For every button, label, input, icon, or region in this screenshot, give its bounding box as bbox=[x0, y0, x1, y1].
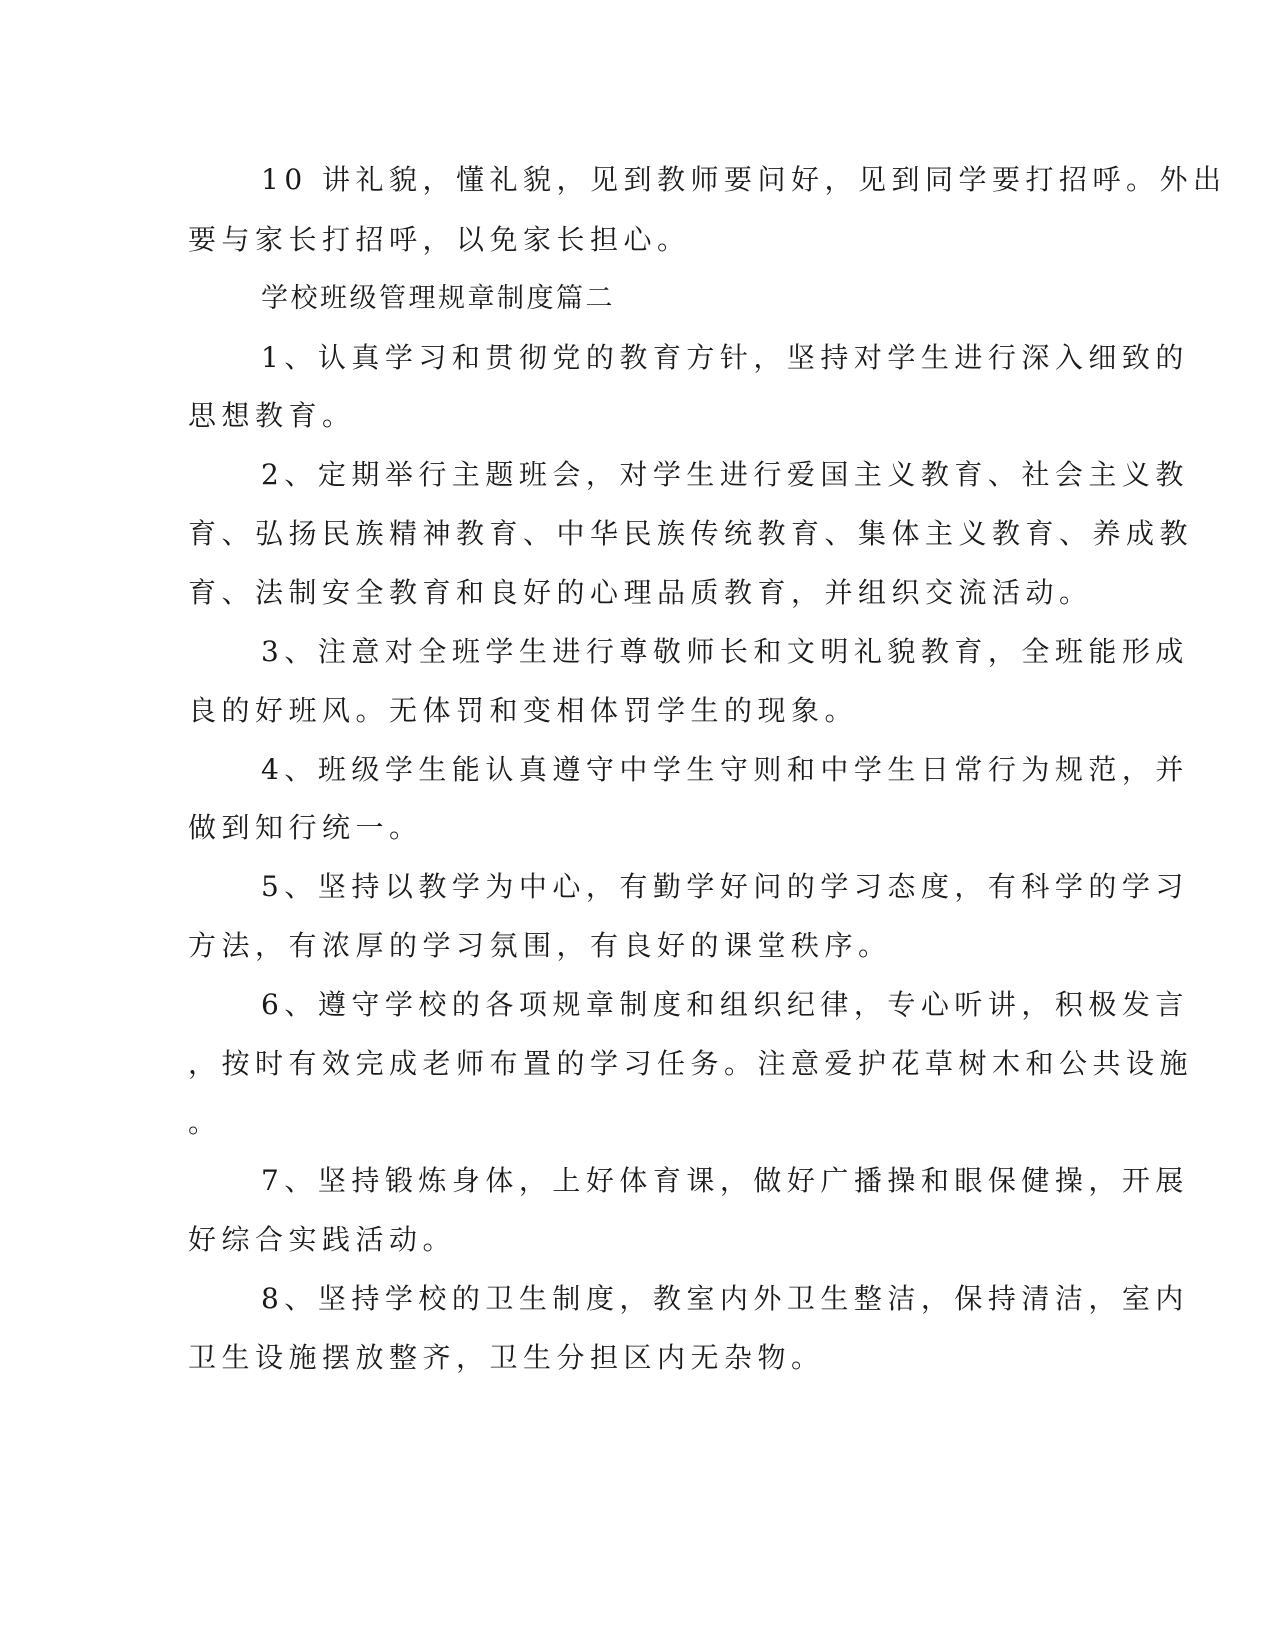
paragraph-line: 要与家长打招呼，以免家长担心。 bbox=[188, 223, 691, 256]
paragraph-line: 2、定期举行主题班会，对学生进行爱国主义教育、社会主义教 bbox=[261, 458, 1189, 491]
paragraph-line: 卫生设施摆放整齐，卫生分担区内无杂物。 bbox=[188, 1341, 825, 1374]
paragraph-line: 思想教育。 bbox=[188, 399, 356, 432]
paragraph-line: 育、法制安全教育和良好的心理品质教育，并组织交流活动。 bbox=[188, 576, 1093, 609]
paragraph-line: 1、认真学习和贯彻党的教育方针，坚持对学生进行深入细致的 bbox=[261, 341, 1189, 374]
paragraph-line: 良的好班风。无体罚和变相体罚学生的现象。 bbox=[188, 694, 859, 727]
paragraph-line: 育、弘扬民族精神教育、中华民族传统教育、集体主义教育、养成教 bbox=[188, 517, 1194, 550]
paragraph-line: ，按时有效完成老师布置的学习任务。注意爱护花草树木和公共设施 bbox=[188, 1047, 1194, 1080]
paragraph-line: 好综合实践活动。 bbox=[188, 1223, 457, 1256]
paragraph-line: 5、坚持以教学为中心，有勤学好问的学习态度，有科学的学习 bbox=[261, 870, 1189, 903]
paragraph-line: 方法，有浓厚的学习氛围，有良好的课堂秩序。 bbox=[188, 929, 892, 962]
paragraph-line: 。 bbox=[188, 1106, 222, 1139]
paragraph-line: 8、坚持学校的卫生制度，教室内外卫生整洁，保持清洁，室内 bbox=[261, 1282, 1189, 1315]
paragraph-line: 7、坚持锻炼身体，上好体育课，做好广播操和眼保健操，开展 bbox=[261, 1164, 1189, 1197]
paragraph-line: 做到知行统一。 bbox=[188, 811, 423, 844]
paragraph-line: 3、注意对全班学生进行尊敬师长和文明礼貌教育，全班能形成 bbox=[261, 635, 1189, 668]
paragraph-line: 10 讲礼貌，懂礼貌，见到教师要问好，见到同学要打招呼。外出 bbox=[261, 163, 1227, 196]
paragraph-line: 4、班级学生能认真遵守中学生守则和中学生日常行为规范，并 bbox=[261, 753, 1189, 786]
section-heading: 学校班级管理规章制度篇二 bbox=[261, 283, 615, 314]
paragraph-line: 6、遵守学校的各项规章制度和组织纪律，专心听讲，积极发言 bbox=[261, 988, 1189, 1021]
